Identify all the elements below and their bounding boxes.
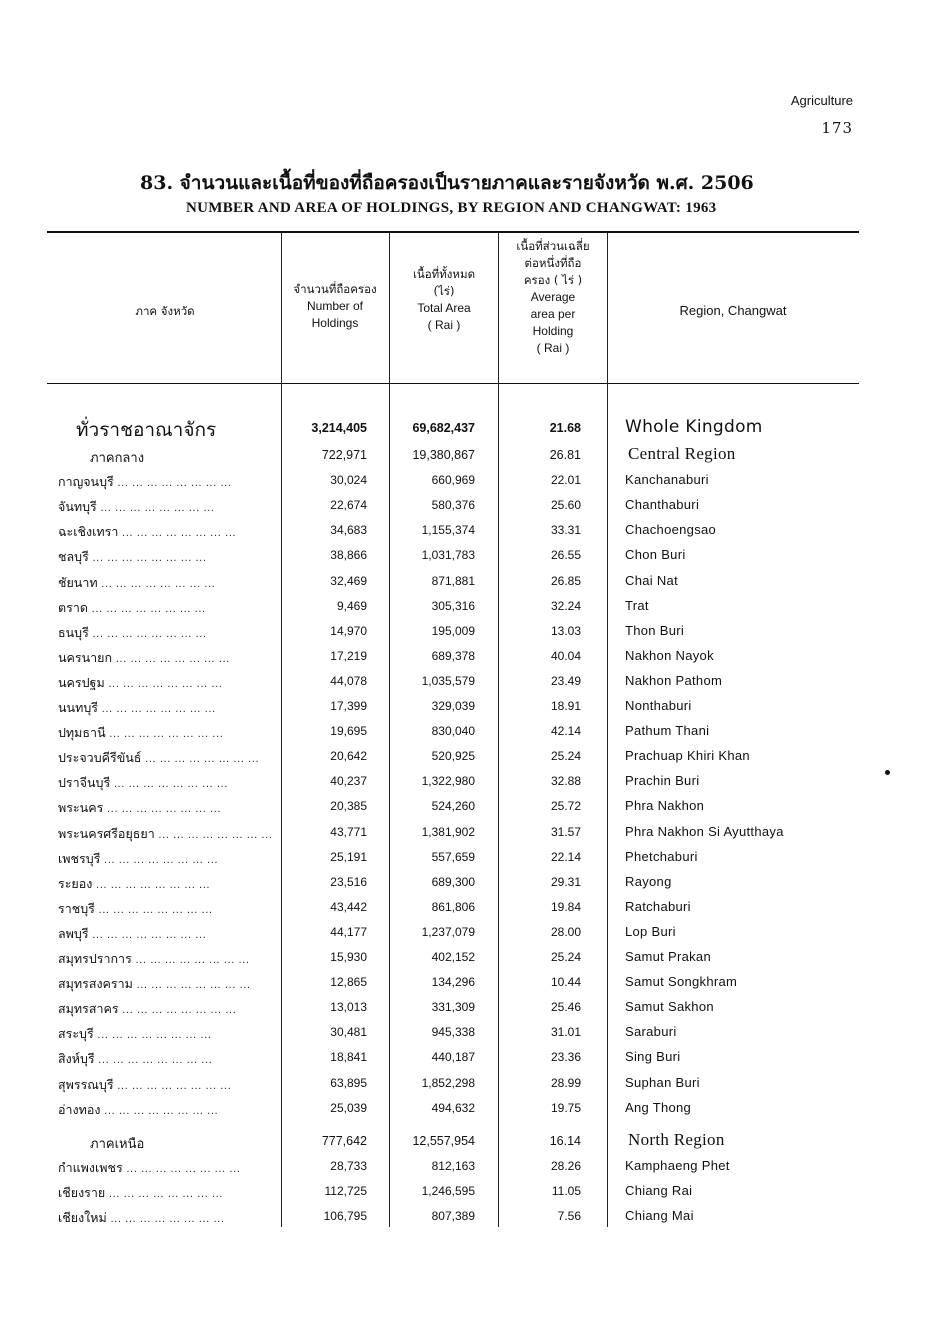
cell-name-thai: สุพรรณบุรี ... .	[58, 1075, 231, 1095]
section-header: Agriculture	[790, 93, 853, 108]
cell-number-of-holdings: 43,442	[330, 899, 367, 914]
table-row	[0, 1097, 941, 1121]
cell-number-of-holdings: 112,725	[324, 1184, 367, 1199]
cell-average-area: 13.03	[550, 623, 581, 638]
cell-number-of-holdings: 44,078	[330, 673, 367, 688]
cell-number-of-holdings: 23,516	[330, 874, 367, 889]
cell-name-english: Nakhon Pathom	[625, 672, 723, 688]
cell-total-area: 557,659	[431, 849, 475, 864]
cell-total-area: 1,035,579	[421, 673, 475, 688]
cell-average-area: 25.46	[550, 1000, 581, 1015]
table-row	[0, 695, 941, 719]
cell-number-of-holdings: 28,733	[330, 1159, 367, 1174]
cell-name-thai: ลพบุรี ... .	[58, 924, 206, 944]
cell-total-area: 689,378	[431, 648, 475, 663]
cell-name-english: Lop Buri	[625, 923, 676, 939]
cell-average-area: 32.88	[550, 774, 581, 789]
cell-average-area: 25.24	[550, 950, 581, 964]
cell-number-of-holdings: 15,930	[330, 950, 367, 964]
cell-name-english: Suphan Buri	[625, 1074, 700, 1090]
cell-average-area: 28.99	[550, 1075, 581, 1090]
cell-average-area: 18.91	[550, 699, 581, 713]
cell-name-thai: ประจวบคีรีขันธ์ ... .	[58, 748, 259, 768]
cell-name-english: Kamphaeng Phet	[625, 1158, 730, 1174]
cell-name-thai: เชียงราย ... .	[58, 1183, 223, 1203]
table-row	[0, 519, 941, 543]
cell-name-english: Chiang Mai	[625, 1208, 694, 1224]
cell-average-area: 22.01	[550, 473, 581, 488]
cell-name-english: Pathum Thani	[625, 723, 710, 739]
cell-name-english: Chon Buri	[625, 547, 686, 563]
cell-name-english: Ang Thong	[625, 1099, 692, 1115]
column-header-area: เนื้อที่ทั้งหมด (ไร่) Total Area ( Rai )	[412, 267, 476, 332]
cell-number-of-holdings: 106,795	[323, 1209, 367, 1224]
cell-name-thai: นครปฐม ... .	[58, 673, 222, 693]
cell-average-area: 28.00	[550, 924, 581, 939]
cell-total-area: 331,309	[431, 1000, 475, 1015]
cell-total-area: 1,852,298	[421, 1075, 475, 1090]
cell-total-area: 861,806	[431, 899, 475, 914]
cell-number-of-holdings: 12,865	[330, 975, 367, 990]
cell-name-english: Samut Prakan	[625, 949, 711, 964]
cell-name-thai: อ่างทอง ... .	[58, 1100, 218, 1120]
cell-number-of-holdings: 44,177	[330, 924, 367, 939]
cell-number-of-holdings: 777,642	[321, 1134, 367, 1149]
cell-average-area: 29.31	[550, 874, 581, 889]
cell-number-of-holdings: 13,013	[330, 1000, 367, 1015]
table-row	[0, 971, 941, 995]
table-row	[0, 795, 941, 819]
cell-name-english: Thon Buri	[625, 622, 685, 638]
cell-name-thai: สระบุรี ... .	[58, 1024, 211, 1044]
cell-name-english: Trat	[625, 597, 649, 613]
cell-total-area: 1,237,079	[421, 924, 475, 939]
top-rule	[47, 231, 859, 233]
cell-number-of-holdings: 19,695	[330, 724, 367, 739]
cell-name-thai: นครนายก ... .	[58, 648, 230, 668]
cell-name-english: Chiang Rai	[625, 1183, 693, 1199]
cell-total-area: 440,187	[431, 1050, 475, 1065]
cell-number-of-holdings: 32,469	[330, 573, 367, 588]
cell-name-thai: สมุทรสงคราม ... .	[58, 974, 251, 994]
cell-name-english: Prachuap Khiri Khan	[625, 748, 750, 764]
cell-average-area: 23.36	[550, 1050, 581, 1065]
cell-average-area: 21.68	[549, 421, 581, 435]
table-row	[0, 1072, 941, 1096]
cell-total-area: 69,682,437	[412, 421, 475, 435]
table-row	[0, 670, 941, 694]
cell-number-of-holdings: 20,385	[330, 799, 367, 814]
cell-average-area: 31.01	[550, 1025, 581, 1040]
cell-average-area: 32.24	[550, 598, 581, 613]
cell-name-english: Nonthaburi	[625, 698, 692, 713]
table-row	[0, 770, 941, 794]
cell-average-area: 31.57	[550, 824, 581, 839]
cell-number-of-holdings: 18,841	[330, 1050, 367, 1065]
cell-number-of-holdings: 14,970	[330, 623, 367, 638]
column-header-average: เนื้อที่ส่วนเฉลี่ย ต่อหนึ่งที่ถือ ครอง ( ไร่ ) Average area per Holding ( Rai )	[516, 239, 590, 355]
cell-name-english: Chanthaburi	[625, 497, 700, 513]
cell-name-thai: จันทบุรี ... .	[58, 497, 214, 517]
cell-name-english: Central Region	[628, 444, 736, 463]
cell-name-english: Sing Buri	[625, 1049, 681, 1065]
cell-number-of-holdings: 3,214,405	[311, 421, 367, 435]
cell-number-of-holdings: 30,024	[330, 473, 367, 488]
cell-name-thai: กำแพงเพชร ... .	[58, 1158, 240, 1178]
cell-total-area: 134,296	[431, 975, 475, 990]
cell-total-area: 1,381,902	[421, 824, 475, 839]
header-rule	[47, 383, 859, 384]
cell-name-thai: ระยอง ... .	[58, 874, 210, 894]
cell-number-of-holdings: 38,866	[330, 548, 367, 563]
cell-number-of-holdings: 722,971	[321, 448, 367, 462]
table-row	[0, 494, 941, 518]
cell-number-of-holdings: 17,399	[330, 699, 367, 713]
cell-average-area: 26.81	[549, 448, 581, 462]
table-row	[0, 720, 941, 744]
table-row	[0, 1180, 941, 1204]
cell-name-thai: กาญจนบุรี ... .	[58, 472, 231, 492]
cell-name-thai: เชียงใหม่ ... .	[58, 1208, 225, 1228]
cell-name-english: Chai Nat	[625, 572, 678, 588]
cell-name-english: Phra Nakhon Si Ayutthaya	[625, 823, 784, 839]
total-row	[0, 417, 941, 441]
cell-total-area: 807,389	[431, 1209, 475, 1224]
column-header-region-thai: ภาค จังหวัด	[135, 304, 195, 318]
cell-name-thai: ฉะเชิงเทรา ... .	[58, 522, 236, 542]
cell-number-of-holdings: 30,481	[330, 1025, 367, 1040]
cell-total-area: 945,338	[431, 1025, 475, 1040]
table-row	[0, 544, 941, 568]
region-row	[0, 444, 941, 468]
cell-total-area: 1,322,980	[421, 774, 475, 789]
cell-name-english: North Region	[628, 1130, 725, 1150]
cell-total-area: 1,155,374	[421, 523, 475, 538]
cell-total-area: 580,376	[431, 498, 475, 513]
cell-number-of-holdings: 63,895	[330, 1075, 367, 1090]
cell-number-of-holdings: 17,219	[330, 648, 367, 663]
cell-total-area: 12,557,954	[412, 1134, 475, 1149]
cell-total-area: 520,925	[431, 749, 475, 764]
table-row	[0, 645, 941, 669]
cell-name-english: Chachoengsao	[625, 522, 717, 538]
cell-total-area: 660,969	[431, 473, 475, 488]
cell-name-thai: สมุทรปราการ ... .	[58, 949, 250, 969]
cell-name-thai: ปทุมธานี ... .	[58, 723, 223, 743]
table-title-thai: 83. จำนวนและเนื้อที่ของที่ถือครองเป็นรายภาคและรายจังหวัด พ.ศ. 2506	[140, 172, 754, 194]
cell-total-area: 305,316	[431, 598, 475, 613]
cell-name-thai: ทั่วราชอาณาจักร	[76, 419, 217, 441]
cell-name-english: Ratchaburi	[625, 898, 691, 914]
table-row	[0, 1021, 941, 1045]
cell-number-of-holdings: 20,642	[330, 749, 367, 764]
cell-name-thai: ตราด ... .	[58, 598, 206, 618]
cell-name-thai: ชัยนาท ... .	[58, 573, 215, 593]
column-header-number: จำนวนที่ถือครอง Number of Holdings	[293, 282, 377, 330]
cell-average-area: 42.14	[550, 724, 581, 739]
cell-number-of-holdings: 43,771	[330, 824, 367, 839]
cell-name-thai: สิงห์บุรี ... .	[58, 1049, 212, 1069]
column-header-region-english: Region, Changwat	[679, 303, 787, 318]
cell-average-area: 11.05	[551, 1184, 581, 1199]
table-row	[0, 469, 941, 493]
cell-average-area: 33.31	[550, 523, 581, 538]
cell-name-english: Phetchaburi	[625, 848, 698, 864]
cell-name-thai: สมุทรสาคร ... .	[58, 999, 236, 1019]
table-row	[0, 846, 941, 870]
cell-number-of-holdings: 40,237	[330, 774, 367, 789]
cell-total-area: 871,881	[431, 573, 475, 588]
cell-average-area: 25.60	[550, 498, 581, 513]
cell-number-of-holdings: 25,039	[330, 1100, 367, 1115]
cell-average-area: 25.24	[550, 749, 581, 764]
cell-average-area: 25.72	[550, 799, 581, 814]
cell-total-area: 329,039	[431, 699, 475, 713]
cell-name-english: Rayong	[625, 873, 672, 889]
cell-average-area: 10.44	[550, 975, 581, 990]
cell-average-area: 26.55	[550, 548, 581, 563]
cell-name-english: Saraburi	[625, 1024, 677, 1040]
cell-name-thai: ราชบุรี ... .	[58, 899, 213, 919]
table-row	[0, 570, 941, 594]
cell-name-english: Phra Nakhon	[625, 798, 705, 814]
cell-total-area: 830,040	[431, 724, 475, 739]
margin-mark	[885, 770, 890, 775]
cell-average-area: 22.14	[550, 849, 581, 864]
cell-average-area: 16.14	[549, 1134, 581, 1149]
cell-name-thai: ธนบุรี ... .	[58, 623, 207, 643]
cell-average-area: 19.75	[550, 1100, 581, 1115]
region-row	[0, 1130, 941, 1154]
table-row	[0, 821, 941, 845]
table-row	[0, 996, 941, 1020]
cell-name-thai: ชลบุรี ... .	[58, 547, 207, 567]
cell-name-thai: ปราจีนบุรี ... .	[58, 773, 228, 793]
cell-name-thai: พระนคร ... .	[58, 798, 221, 818]
cell-name-english: Samut Sakhon	[625, 999, 714, 1015]
cell-total-area: 19,380,867	[412, 448, 475, 462]
cell-total-area: 524,260	[431, 799, 475, 814]
cell-name-thai: ภาคเหนือ	[90, 1137, 145, 1153]
cell-average-area: 23.49	[550, 673, 581, 688]
cell-total-area: 402,152	[431, 950, 475, 964]
cell-average-area: 28.26	[550, 1159, 581, 1174]
table-row	[0, 896, 941, 920]
cell-average-area: 19.84	[550, 899, 581, 914]
cell-number-of-holdings: 22,674	[330, 498, 367, 513]
cell-average-area: 7.56	[557, 1209, 581, 1224]
cell-average-area: 40.04	[550, 648, 581, 663]
cell-total-area: 1,246,595	[421, 1184, 475, 1199]
cell-total-area: 494,632	[431, 1100, 475, 1115]
cell-total-area: 689,300	[431, 874, 475, 889]
cell-name-english: Kanchanaburi	[625, 472, 709, 488]
cell-name-thai: พระนครศรีอยุธยา ... .	[58, 824, 272, 844]
cell-name-thai: เพชรบุรี ... .	[58, 849, 218, 869]
cell-total-area: 195,009	[431, 623, 475, 638]
table-row	[0, 921, 941, 945]
cell-total-area: 1,031,783	[421, 548, 475, 563]
table-row	[0, 946, 941, 970]
cell-name-english: Samut Songkhram	[625, 974, 738, 990]
cell-name-thai: ภาคกลาง	[90, 451, 145, 466]
cell-name-thai: นนทบุรี ... .	[58, 698, 216, 718]
cell-average-area: 26.85	[550, 573, 581, 588]
page-number: 173	[821, 119, 853, 137]
table-row	[0, 745, 941, 769]
cell-name-english: Whole Kingdom	[625, 417, 763, 437]
cell-number-of-holdings: 25,191	[330, 849, 367, 864]
table-row	[0, 1046, 941, 1070]
cell-name-english: Nakhon Nayok	[625, 647, 714, 663]
table-title-english: NUMBER AND AREA OF HOLDINGS, BY REGION AND CHANGWAT: 1963	[186, 200, 717, 216]
cell-total-area: 812,163	[431, 1159, 475, 1174]
table-row	[0, 595, 941, 619]
table-row	[0, 620, 941, 644]
table-row	[0, 1205, 941, 1229]
cell-number-of-holdings: 34,683	[330, 523, 367, 538]
table-row	[0, 871, 941, 895]
cell-number-of-holdings: 9,469	[336, 598, 367, 613]
table-row	[0, 1155, 941, 1179]
cell-name-english: Prachin Buri	[625, 773, 700, 789]
